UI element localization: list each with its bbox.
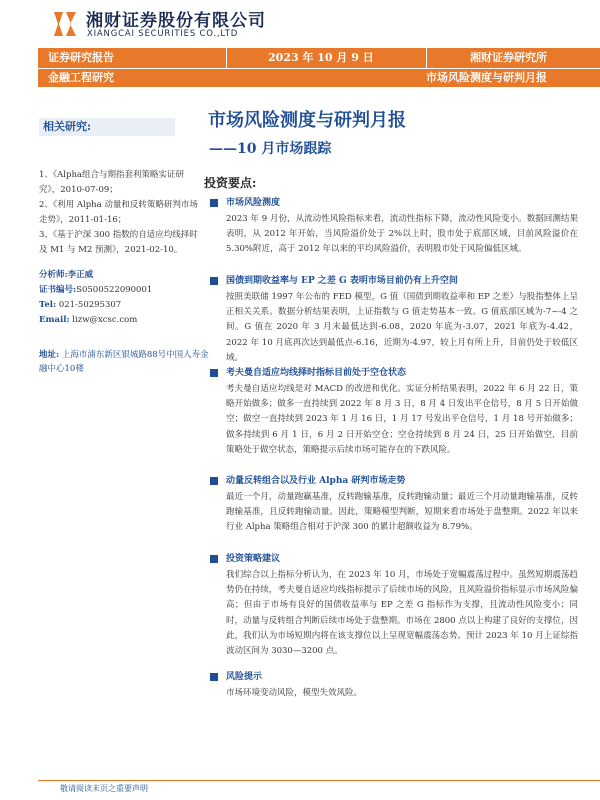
report-type: 证券研究报告	[48, 51, 114, 64]
section-title-momentum: 动量反转组合以及行业 Alpha 研判市场走势	[210, 474, 405, 488]
bullet-square-icon	[210, 277, 218, 285]
section-body-g-value: 按照美联储 1997 年公布的 FED 模型，G 值（国债到期收益率和 EP 之差）与股指整体上呈正相关关系。数据分析结果表明，上证指数与 G 值走势基本一致。G 值底部区域为-7~-4 之间。G 值在 2020 年 3 月末最低达到-6.08，2020 年底为-3.07，2021 年底为-4.42，2022 年 10 月底再次达到最低点-6.16，近期为-4.97，较上月有所上升，目前仍处于较低区域。	[226, 292, 578, 363]
section-body-momentum: 最近一个月，动量跑赢基准，反转跑输基准，反转跑输动量；最近三个月动量跑输基准，反转跑输基准，且反转跑输动量。因此，策略模型判断，短期来看市场处于盘整期。2022 年以来行业 Alpha 策略组合相对于沪深 300 的累计超额收益为 8.79%。	[226, 492, 578, 533]
analyst-info	[39, 268, 219, 328]
related-research-list	[39, 168, 199, 258]
section-body-kama: 考夫曼自适应均线是对 MACD 的改进和优化。实证分析结果表明，2022 年 6 月 22 日，策略开始做多；做多一直持续到 2022 年 8 月 3 日，8 月 4 日发出平仓信号，8 月 5 日开始做空；做空一直持续到 2023 年 1 月 16 日，1 月 17 号发出平仓信号，1 月 18 号开始做多；做多持续到 6 月 1 日，6 月 2 日开始空仓；空仓持续到 8 月 24 日，25 日开始做空，目前策略处于做空状态，策略提示后续市场可能存在的下跌风险。	[226, 384, 578, 455]
page-title: 市场风险测度与研判月报	[208, 110, 406, 131]
bullet-square-icon	[210, 477, 218, 485]
cert-label: 证书编号:	[39, 285, 77, 295]
header-divider	[226, 48, 227, 68]
bullet-square-icon	[210, 673, 218, 681]
institute-name: 湘财证券研究所	[470, 51, 547, 64]
section-title-kama: 考夫曼自适应均线择时指标目前处于空仓状态	[210, 366, 406, 380]
company-name-en: XIANGCAI SECURITIES CO.,LTD	[87, 29, 239, 39]
analyst-name: 李正威	[67, 270, 94, 280]
footer-disclaimer: 敬请阅读末页之重要声明	[60, 784, 148, 793]
xiangcai-logo-icon	[50, 8, 80, 40]
address-text: 上海市浦东新区银城路88号中国人寿金融中心10楼	[39, 350, 209, 374]
section-title-risk-warning: 风险提示	[210, 670, 262, 684]
bullet-square-icon	[210, 555, 218, 563]
tel-label: Tel:	[39, 300, 57, 310]
address-block	[39, 348, 209, 376]
key-points-heading: 投资要点:	[204, 176, 257, 190]
section-body-risk-measure: 2023 年 9 月份，从流动性风险指标来看，流动性指标下降，流动性风险变小。数据回测结果表明，从 2012 年开始，当风险溢价处于 2%以上时，股市处于底部区域，目前风险溢价在 5.30%附近，高于 2012 年以来的平均风险溢价，表明股市处于风险偏低区域。	[226, 214, 578, 255]
company-name-cn: 湘财证券股份有限公司	[86, 11, 266, 31]
tel-number: 021-50295307	[58, 300, 122, 310]
header-bar-bottom	[38, 69, 600, 87]
report-date: 2023 年 10 月 9 日	[268, 51, 374, 64]
related-research-item: 1、《Alpha组合与期指套利策略实证研究》，2010-07-09；	[39, 170, 184, 195]
email-label: Email:	[39, 315, 70, 325]
related-research-heading: 相关研究:	[39, 118, 175, 136]
section-title-g-value: 国债到期收益率与 EP 之差 G 表明市场目前仍有上升空间	[210, 274, 458, 288]
section-body-risk-warning: 市场环境变动风险，模型失效风险。	[226, 688, 363, 698]
page-subtitle: ——10 月市场跟踪	[209, 141, 332, 157]
footer-divider	[38, 780, 600, 781]
bullet-square-icon	[210, 369, 218, 377]
related-research-item: 2、《利用 Alpha 动量和反转策略研判市场走势》，2011-01-16；	[39, 200, 198, 225]
email-link[interactable]: lizw@xcsc.com	[72, 315, 138, 325]
report-series: 市场风险测度与研判月报	[426, 71, 547, 84]
related-research-item: 3、《基于沪深 300 指数的自适应均线择时及 M1 与 M2 预测》，2021-02-10。	[39, 230, 198, 255]
header-bar-top	[38, 48, 600, 68]
header-divider	[426, 48, 427, 68]
section-title-risk-measure: 市场风险测度	[210, 196, 280, 210]
section-title-strategy: 投资策略建议	[210, 552, 280, 566]
cert-number: S0500522090001	[76, 285, 153, 295]
section-body-strategy: 我们综合以上指标分析认为，在 2023 年 10 月，市场处于宽幅震荡过程中。虽然短期震荡趋势仍在持续，考夫曼自适应均线指标提示了后续市场的风险，且风险溢价指标显示市场风险偏高；但由于市场有良好的国债收益率与 EP 之差 G 指标作为支撑，且流动性风险变小；同时，动量与反转组合判断后续市场处于盘整期。市场在 2800 点以上构建了良好的支撑位，因此，我们认为市场短期内将在该支撑位以上呈现宽幅震荡态势。预计 2023 年 10 月上证综指波动区间为 3030—3200 点。	[226, 570, 578, 657]
bullet-square-icon	[210, 199, 218, 207]
analyst-label: 分析师:	[39, 270, 68, 280]
research-category: 金融工程研究	[48, 71, 114, 84]
address-label: 地址:	[39, 350, 60, 360]
